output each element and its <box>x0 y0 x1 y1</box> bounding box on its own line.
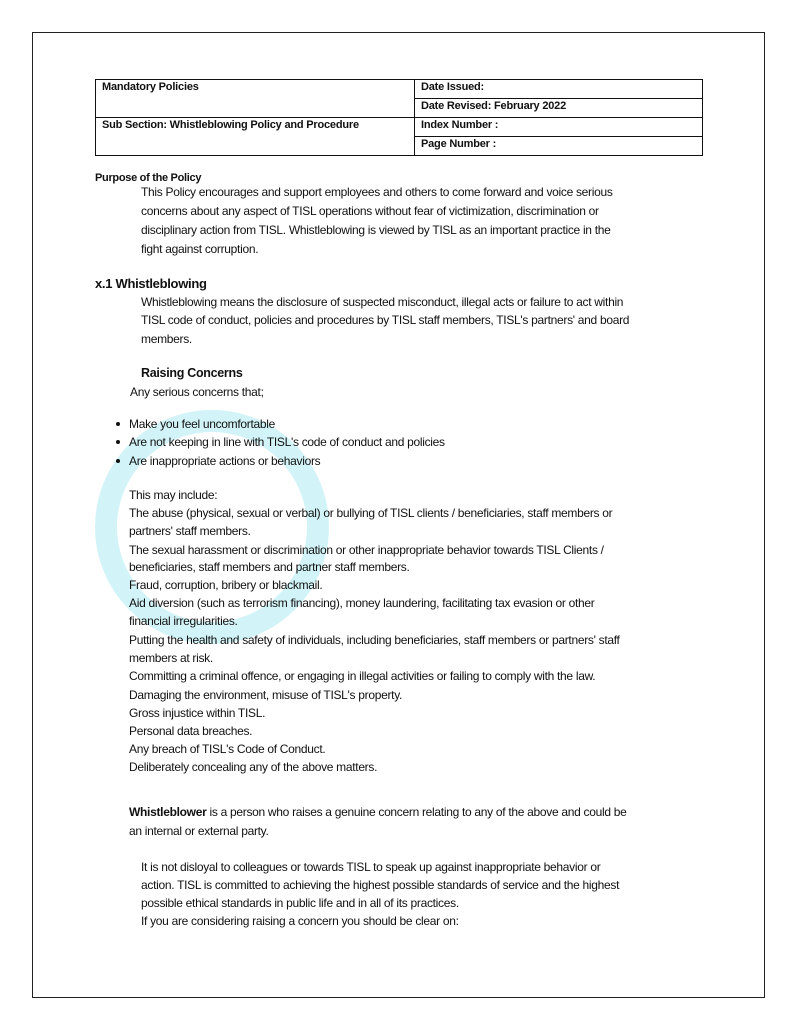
sub-section: Sub Section: Whistleblowing Policy and Procedure <box>96 118 415 156</box>
subsection-heading: Raising Concerns <box>141 366 243 380</box>
list-line: Fraud, corruption, bribery or blackmail. <box>129 578 323 592</box>
list-line: partners' staff members. <box>129 524 251 538</box>
whistleblower-definition <box>129 804 627 820</box>
list-line: members at risk. <box>129 651 213 665</box>
list-line: Deliberately concealing any of the above matters. <box>129 760 378 774</box>
paragraph-line: fight against corruption. <box>141 242 259 256</box>
list-line: Gross injustice within TISL. <box>129 706 266 720</box>
definition-text: is a person who raises a genuine concern relating to any of the above and could be <box>206 805 627 819</box>
list-line: Committing a criminal offence, or engaging in illegal activities or failing to comply with the law. <box>129 669 596 683</box>
purpose-heading: Purpose of the Policy <box>95 172 202 184</box>
paragraph-line: It is not disloyal to colleagues or towards TISL to speak up against inappropriate behavior or <box>141 860 601 874</box>
paragraph-line: members. <box>141 332 192 346</box>
bullet-icon <box>116 440 120 444</box>
paragraph-line: If you are considering raising a concern you should be clear on: <box>141 914 459 928</box>
list-line: Personal data breaches. <box>129 724 253 738</box>
bullet-icon <box>116 459 120 463</box>
paragraph-line: possible ethical standards in public life and in all of its practices. <box>141 896 459 910</box>
date-revised: Date Revised: February 2022 <box>415 99 703 118</box>
paragraph-line: This Policy encourages and support employees and others to come forward and voice serious <box>141 185 613 199</box>
may-include-label: This may include: <box>129 488 218 502</box>
bullet-item: Are inappropriate actions or behaviors <box>129 454 321 468</box>
paragraph-line: TISL code of conduct, policies and procedures by TISL staff members, TISL's partners' and board <box>141 313 630 327</box>
intro-text: Any serious concerns that; <box>130 385 264 399</box>
paragraph-line: Whistleblowing means the disclosure of suspected misconduct, illegal acts or failure to act within <box>141 295 624 309</box>
policy-title: Mandatory Policies <box>96 80 415 118</box>
section-heading: x.1 Whistleblowing <box>95 276 207 291</box>
list-line: The abuse (physical, sexual or verbal) or bullying of TISL clients / beneficiaries, staff members or <box>129 506 613 520</box>
date-issued: Date Issued: <box>415 80 703 99</box>
list-line: Damaging the environment, misuse of TISL's property. <box>129 688 403 702</box>
definition-line: an internal or external party. <box>129 824 269 838</box>
whistleblower-term: Whistleblower <box>129 805 207 819</box>
list-line: Any breach of TISL's Code of Conduct. <box>129 742 326 756</box>
paragraph-line: disciplinary action from TISL. Whistleblowing is viewed by TISL as an important practice in the <box>141 223 611 237</box>
list-line: financial irregularities. <box>129 614 238 628</box>
header-table <box>95 79 703 156</box>
bullet-item: Are not keeping in line with TISL's code of conduct and policies <box>129 435 445 449</box>
page-number: Page Number : <box>415 137 703 156</box>
bullet-item: Make you feel uncomfortable <box>129 417 275 431</box>
bullet-icon <box>116 422 120 426</box>
index-number: Index Number : <box>415 118 703 137</box>
list-line: Putting the health and safety of individuals, including beneficiaries, staff members or partners' staff <box>129 633 620 647</box>
paragraph-line: action. TISL is committed to achieving the highest possible standards of service and the highest <box>141 878 620 892</box>
paragraph-line: concerns about any aspect of TISL operations without fear of victimization, discrimination or <box>141 204 599 218</box>
list-line: The sexual harassment or discrimination or other inappropriate behavior towards TISL Clients / <box>129 543 604 557</box>
list-line: Aid diversion (such as terrorism financing), money laundering, facilitating tax evasion or other <box>129 596 595 610</box>
list-line: beneficiaries, staff members and partner staff members. <box>129 560 410 574</box>
